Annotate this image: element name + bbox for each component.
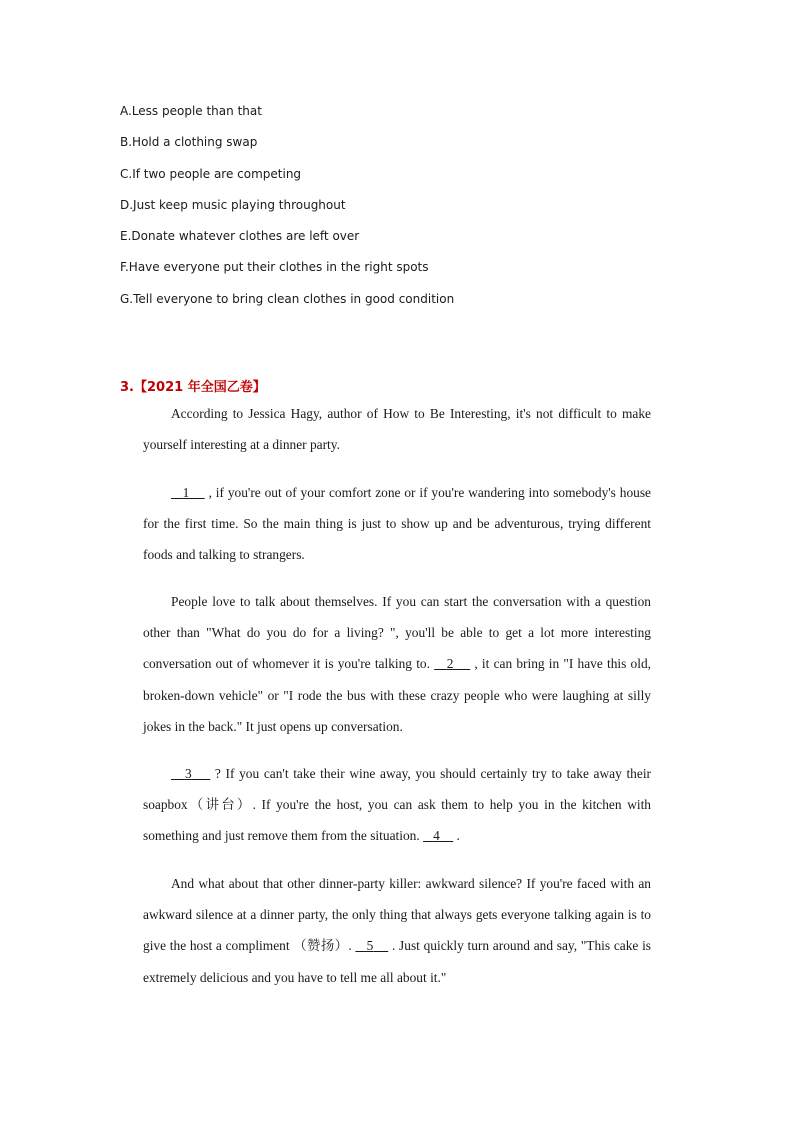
option-a: A.Less people than that [120, 104, 262, 118]
paragraph-2: 1 , if you're out of your comfort zone or if you're wandering into somebody's house for the first time. So the main thing is just to show up and be adventurous, trying different foods and talking to strangers. [143, 485, 651, 563]
option-g: G.Tell everyone to bring clean clothes in good condition [120, 291, 455, 306]
option-f: F.Have everyone put their clothes in the right spots [120, 260, 429, 275]
paragraph-5: And what about that other dinner-party killer: awkward silence? If you're faced with an awkward silence at a dinner party, the only thing that always gets everyone talking again is to give the host a compliment （赞扬）. 5 . Just quickly turn around and say, "This cake is extremely delicious and you have to tell me all about it." [143, 876, 652, 985]
option-e: E.Donate whatever clothes are left over [120, 229, 360, 244]
option-c: C.If two people are competing [120, 166, 302, 181]
option-b: B.Hold a clothing swap [120, 135, 258, 150]
blank-1: 1 [182, 485, 190, 500]
blank-5: 5 [366, 938, 374, 954]
blank-4: 4 [433, 828, 440, 844]
paragraph-1: According to Jessica Hagy, author of How to Be Interesting, it's not difficult to make yourself interesting at a dinner party. [143, 406, 651, 453]
paragraph-4: 3 ? If you can't take their wine away, you should certainly try to take away their soapbox（讲台）. If you're the host, you can ask them to help you in the kitchen with something and just remove them from the situation. 4 . [143, 766, 652, 844]
option-d: D.Just keep music playing throughout [120, 197, 346, 212]
blank-3: 3 [184, 766, 192, 781]
question-heading: 3.【2021 年全国乙卷】 [120, 380, 266, 395]
answer-options-list [120, 102, 454, 321]
paragraph-3: People love to talk about themselves. If you can start the conversation with a question other than "What do you do for a living? ", you'll be able to get a lot more interesting conversation out of whomever it is you're talking to. 2 , it can bring in "I have this old, broken-down vehicle" or "I rode the bus with these crazy people who were laughing at silly jokes in the back." It just opens up conversation. [143, 594, 651, 734]
blank-2: 2 [446, 656, 454, 672]
